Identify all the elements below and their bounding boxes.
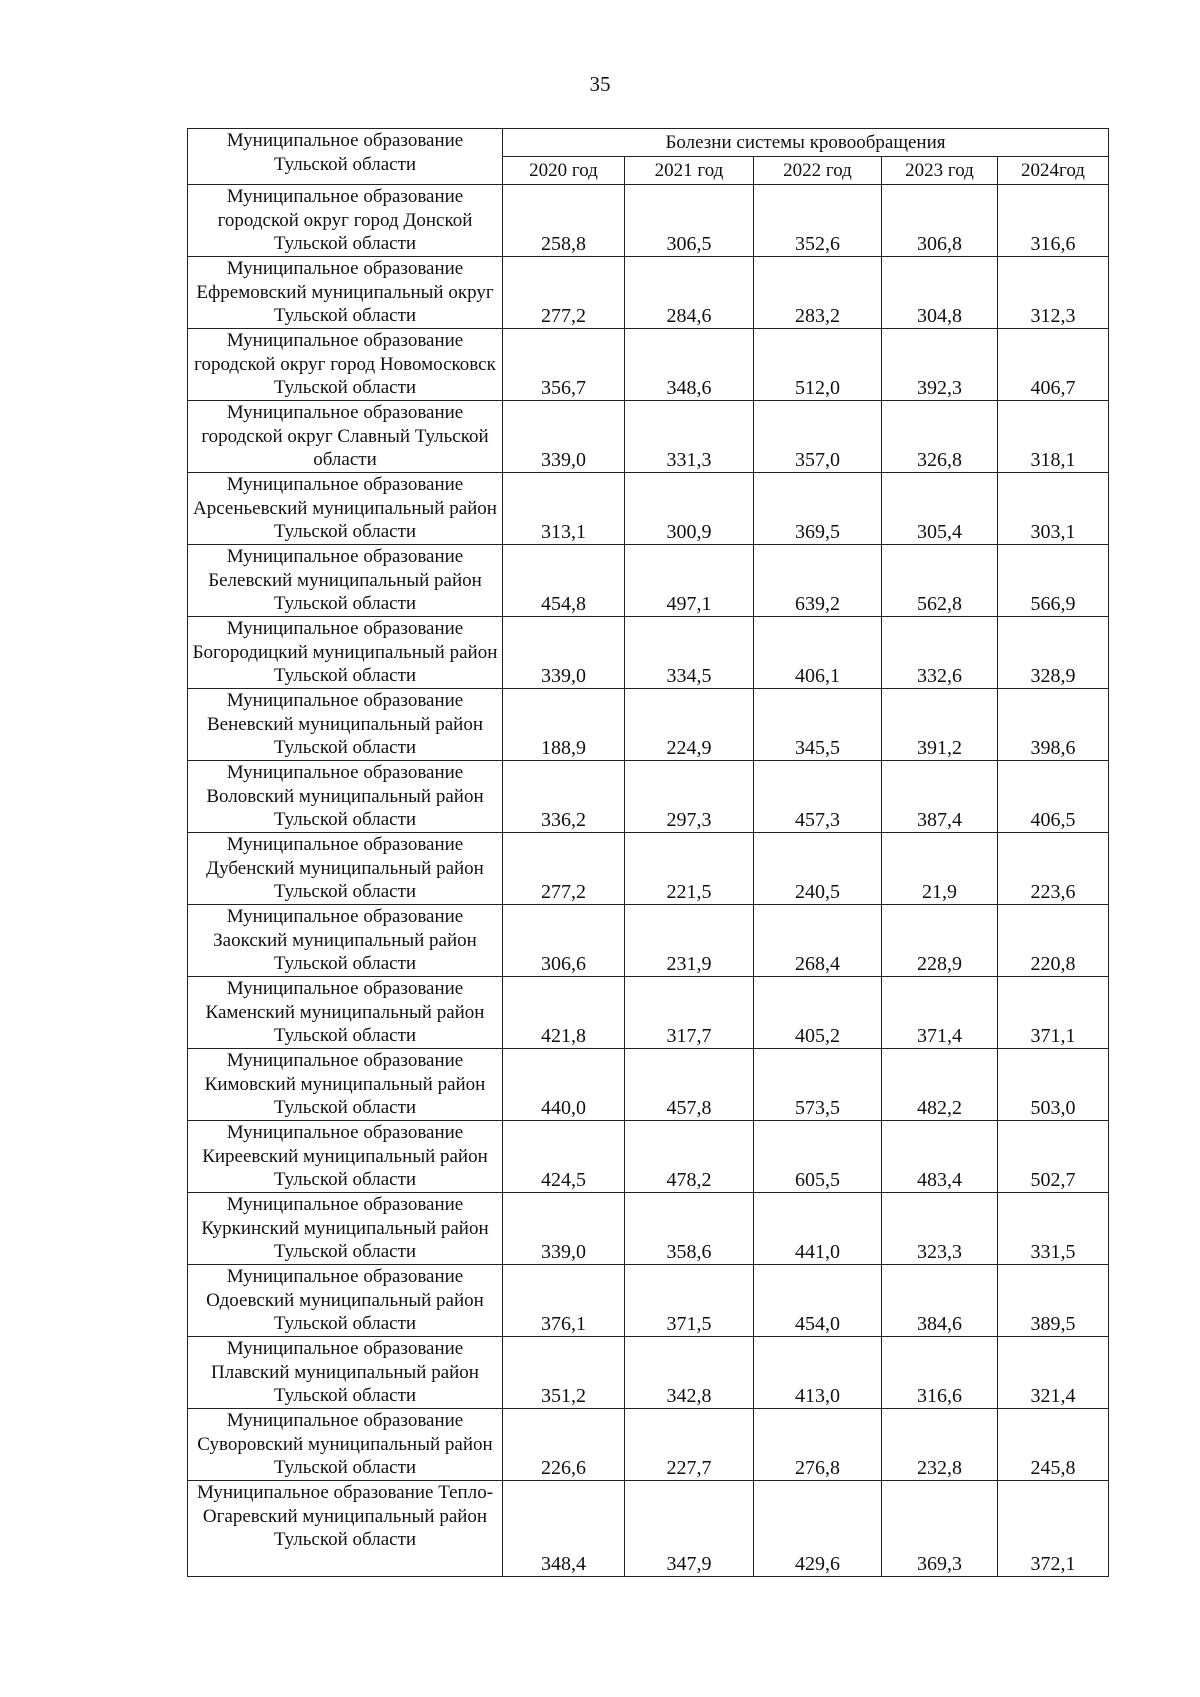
table-row <box>188 545 1109 617</box>
column-header-year: 2023 год <box>882 157 998 185</box>
value-cell: 605,5 <box>754 1121 882 1193</box>
value-cell: 413,0 <box>754 1337 882 1409</box>
value-cell: 389,5 <box>998 1265 1109 1337</box>
value-cell: 454,0 <box>754 1265 882 1337</box>
municipality-name-cell: Муниципальное образование Арсеньевский муниципальный район Тульской области <box>188 473 503 545</box>
value-cell: 342,8 <box>625 1337 754 1409</box>
value-cell: 317,7 <box>625 977 754 1049</box>
value-cell: 323,3 <box>882 1193 998 1265</box>
value-cell: 358,6 <box>625 1193 754 1265</box>
value-cell: 392,3 <box>882 329 998 401</box>
table-row <box>188 689 1109 761</box>
value-cell: 512,0 <box>754 329 882 401</box>
column-header-year: 2024год <box>998 157 1109 185</box>
municipality-name-cell: Муниципальное образование Каменский муниципальный район Тульской области <box>188 977 503 1049</box>
value-cell: 387,4 <box>882 761 998 833</box>
municipality-name-cell: Муниципальное образование Дубенский муниципальный район Тульской области <box>188 833 503 905</box>
value-cell: 332,6 <box>882 617 998 689</box>
table-row <box>188 401 1109 473</box>
value-cell: 316,6 <box>882 1337 998 1409</box>
municipality-name-cell: Муниципальное образование Веневский муниципальный район Тульской области <box>188 689 503 761</box>
value-cell: 347,9 <box>625 1481 754 1577</box>
value-cell: 245,8 <box>998 1409 1109 1481</box>
value-cell: 336,2 <box>503 761 625 833</box>
municipality-name-cell: Муниципальное образование Заокский муниципальный район Тульской области <box>188 905 503 977</box>
municipality-name-cell: Муниципальное образование Ефремовский муниципальный округ Тульской области <box>188 257 503 329</box>
value-cell: 405,2 <box>754 977 882 1049</box>
value-cell: 328,9 <box>998 617 1109 689</box>
value-cell: 331,5 <box>998 1193 1109 1265</box>
value-cell: 573,5 <box>754 1049 882 1121</box>
value-cell: 356,7 <box>503 329 625 401</box>
value-cell: 188,9 <box>503 689 625 761</box>
value-cell: 376,1 <box>503 1265 625 1337</box>
municipality-name-cell: Муниципальное образование Плавский муниципальный район Тульской области <box>188 1337 503 1409</box>
value-cell: 326,8 <box>882 401 998 473</box>
table-row <box>188 617 1109 689</box>
value-cell: 345,5 <box>754 689 882 761</box>
value-cell: 277,2 <box>503 833 625 905</box>
value-cell: 351,2 <box>503 1337 625 1409</box>
table-row <box>188 1265 1109 1337</box>
value-cell: 457,8 <box>625 1049 754 1121</box>
column-header-year: 2021 год <box>625 157 754 185</box>
value-cell: 316,6 <box>998 185 1109 257</box>
value-cell: 352,6 <box>754 185 882 257</box>
value-cell: 348,6 <box>625 329 754 401</box>
value-cell: 221,5 <box>625 833 754 905</box>
municipality-name-cell: Муниципальное образование городской округ город Новомосковск Тульской области <box>188 329 503 401</box>
table-row <box>188 905 1109 977</box>
value-cell: 304,8 <box>882 257 998 329</box>
value-cell: 284,6 <box>625 257 754 329</box>
value-cell: 306,5 <box>625 185 754 257</box>
value-cell: 406,5 <box>998 761 1109 833</box>
table-header-row <box>188 129 1109 157</box>
municipality-name-cell: Муниципальное образование Воловский муниципальный район Тульской области <box>188 761 503 833</box>
value-cell: 482,2 <box>882 1049 998 1121</box>
value-cell: 228,9 <box>882 905 998 977</box>
data-table <box>187 128 1109 1577</box>
value-cell: 429,6 <box>754 1481 882 1577</box>
column-header-municipality: Муниципальное образование Тульской области <box>188 129 503 185</box>
value-cell: 478,2 <box>625 1121 754 1193</box>
municipality-name-cell: Муниципальное образование Богородицкий муниципальный район Тульской области <box>188 617 503 689</box>
table-body <box>188 185 1109 1577</box>
value-cell: 268,4 <box>754 905 882 977</box>
value-cell: 321,4 <box>998 1337 1109 1409</box>
municipality-name-cell: Муниципальное образование Куркинский муниципальный район Тульской области <box>188 1193 503 1265</box>
value-cell: 306,8 <box>882 185 998 257</box>
municipality-name-cell: Муниципальное образование Тепло-Огаревский муниципальный район Тульской области <box>188 1481 503 1577</box>
value-cell: 339,0 <box>503 617 625 689</box>
value-cell: 334,5 <box>625 617 754 689</box>
municipality-name-cell: Муниципальное образование Кимовский муниципальный район Тульской области <box>188 1049 503 1121</box>
value-cell: 297,3 <box>625 761 754 833</box>
value-cell: 398,6 <box>998 689 1109 761</box>
value-cell: 276,8 <box>754 1409 882 1481</box>
municipality-name-cell: Муниципальное образование городской округ Славный Тульской области <box>188 401 503 473</box>
value-cell: 258,8 <box>503 185 625 257</box>
value-cell: 357,0 <box>754 401 882 473</box>
table-row <box>188 977 1109 1049</box>
value-cell: 339,0 <box>503 401 625 473</box>
value-cell: 21,9 <box>882 833 998 905</box>
value-cell: 440,0 <box>503 1049 625 1121</box>
value-cell: 305,4 <box>882 473 998 545</box>
value-cell: 231,9 <box>625 905 754 977</box>
value-cell: 331,3 <box>625 401 754 473</box>
value-cell: 303,1 <box>998 473 1109 545</box>
value-cell: 454,8 <box>503 545 625 617</box>
table-row <box>188 1481 1109 1577</box>
value-cell: 421,8 <box>503 977 625 1049</box>
value-cell: 339,0 <box>503 1193 625 1265</box>
value-cell: 232,8 <box>882 1409 998 1481</box>
table-row <box>188 185 1109 257</box>
value-cell: 369,5 <box>754 473 882 545</box>
value-cell: 371,1 <box>998 977 1109 1049</box>
value-cell: 503,0 <box>998 1049 1109 1121</box>
value-cell: 384,6 <box>882 1265 998 1337</box>
value-cell: 283,2 <box>754 257 882 329</box>
table-row <box>188 833 1109 905</box>
municipality-name-cell: Муниципальное образование городской округ город Донской Тульской области <box>188 185 503 257</box>
municipality-name-cell: Муниципальное образование Киреевский муниципальный район Тульской области <box>188 1121 503 1193</box>
value-cell: 497,1 <box>625 545 754 617</box>
value-cell: 406,7 <box>998 329 1109 401</box>
column-header-year: 2022 год <box>754 157 882 185</box>
value-cell: 562,8 <box>882 545 998 617</box>
table-row <box>188 473 1109 545</box>
table-row <box>188 761 1109 833</box>
value-cell: 227,7 <box>625 1409 754 1481</box>
value-cell: 226,6 <box>503 1409 625 1481</box>
table-row <box>188 1193 1109 1265</box>
value-cell: 224,9 <box>625 689 754 761</box>
value-cell: 306,6 <box>503 905 625 977</box>
value-cell: 220,8 <box>998 905 1109 977</box>
municipality-name-cell: Муниципальное образование Одоевский муниципальный район Тульской области <box>188 1265 503 1337</box>
value-cell: 502,7 <box>998 1121 1109 1193</box>
table-row <box>188 1049 1109 1121</box>
value-cell: 223,6 <box>998 833 1109 905</box>
value-cell: 424,5 <box>503 1121 625 1193</box>
value-cell: 371,4 <box>882 977 998 1049</box>
municipality-name-cell: Муниципальное образование Белевский муниципальный район Тульской области <box>188 545 503 617</box>
table-row <box>188 1409 1109 1481</box>
municipality-name-cell: Муниципальное образование Суворовский муниципальный район Тульской области <box>188 1409 503 1481</box>
value-cell: 369,3 <box>882 1481 998 1577</box>
value-cell: 441,0 <box>754 1193 882 1265</box>
column-group-header: Болезни системы кровообращения <box>503 129 1109 157</box>
value-cell: 318,1 <box>998 401 1109 473</box>
value-cell: 277,2 <box>503 257 625 329</box>
value-cell: 240,5 <box>754 833 882 905</box>
value-cell: 639,2 <box>754 545 882 617</box>
value-cell: 348,4 <box>503 1481 625 1577</box>
value-cell: 313,1 <box>503 473 625 545</box>
value-cell: 457,3 <box>754 761 882 833</box>
table-row <box>188 1337 1109 1409</box>
table-row <box>188 257 1109 329</box>
column-header-year: 2020 год <box>503 157 625 185</box>
value-cell: 566,9 <box>998 545 1109 617</box>
value-cell: 483,4 <box>882 1121 998 1193</box>
page-number: 35 <box>589 72 611 96</box>
value-cell: 406,1 <box>754 617 882 689</box>
value-cell: 312,3 <box>998 257 1109 329</box>
value-cell: 372,1 <box>998 1481 1109 1577</box>
value-cell: 300,9 <box>625 473 754 545</box>
table-row <box>188 1121 1109 1193</box>
value-cell: 371,5 <box>625 1265 754 1337</box>
value-cell: 391,2 <box>882 689 998 761</box>
table-row <box>188 329 1109 401</box>
